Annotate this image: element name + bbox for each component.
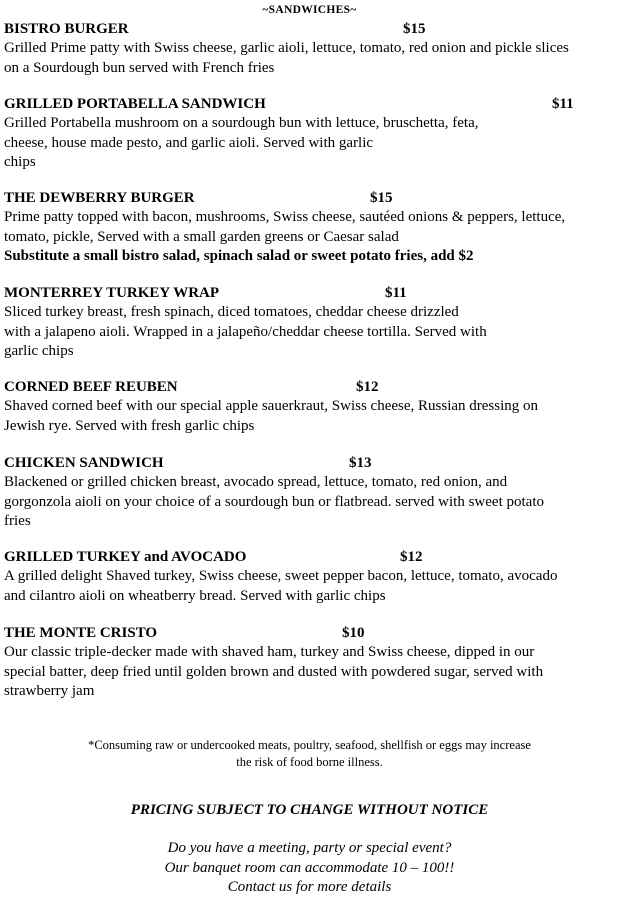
item-price: $15 [403, 21, 426, 37]
item-price: $15 [370, 190, 393, 206]
item-title-row [4, 19, 616, 39]
item-name: MONTERREY TURKEY WRAP [4, 285, 220, 301]
item-price: $11 [552, 96, 574, 112]
item-title-row [4, 377, 616, 397]
item-price: $12 [400, 549, 423, 565]
item-description-line: with a jalapeno aioli. Wrapped in a jalapeño/cheddar cheese tortilla. Served with [4, 323, 487, 340]
item-description-line: special batter, deep fried until golden brown and dusted with powdered sugar, served with [4, 663, 544, 680]
menu-item-the-monte-cristo [4, 623, 616, 702]
item-name: CORNED BEEF REUBEN [4, 379, 178, 395]
banquet-event-note [0, 839, 619, 898]
item-price: $13 [349, 455, 372, 471]
item-description-line: Grilled Prime patty with Swiss cheese, garlic aioli, lettuce, tomato, red onion and pickle slices [4, 40, 569, 56]
item-price: $10 [342, 625, 365, 641]
item-substitution-note: Substitute a small bistro salad, spinach salad or sweet potato fries, add $2 [4, 248, 474, 264]
item-description-line: Blackened or grilled chicken breast, avocado spread, lettuce, tomato, red onion, and [4, 474, 508, 490]
item-description-line: Grilled Portabella mushroom on a sourdough bun with lettuce, bruschetta, feta, [4, 115, 479, 131]
item-name: THE MONTE CRISTO [4, 625, 158, 641]
menu-item-monterrey-turkey-wrap [4, 283, 616, 362]
item-name: THE DEWBERRY BURGER [4, 190, 195, 206]
disclaimer-line: the risk of food borne illness. [236, 755, 383, 769]
menu-item-corned-beef-reuben [4, 377, 616, 436]
item-description-line: A grilled delight Shaved turkey, Swiss cheese, sweet pepper bacon, lettuce, tomato, avocado [4, 568, 558, 584]
disclaimer-line: *Consuming raw or undercooked meats, poultry, seafood, shellfish or eggs may increase [88, 738, 531, 752]
item-name: GRILLED PORTABELLA SANDWICH [4, 96, 266, 112]
item-description-line: fries [4, 513, 31, 529]
food-safety-disclaimer [0, 737, 619, 771]
item-description-line: Our classic triple-decker made with shaved ham, turkey and Swiss cheese, dipped in our [4, 644, 535, 660]
event-line: Do you have a meeting, party or special event? [167, 840, 452, 856]
item-name: GRILLED TURKEY and AVOCADO [4, 549, 247, 565]
item-title-row [4, 623, 616, 643]
item-name: BISTRO BURGER [4, 21, 129, 37]
item-description-line: Sliced turkey breast, fresh spinach, diced tomatoes, cheddar cheese drizzled [4, 304, 459, 320]
menu-item-grilled-turkey-and-avocado [4, 547, 616, 606]
item-description-line: strawberry jam [4, 683, 95, 699]
item-description-line: on a Sourdough bun served with French fries [4, 59, 275, 76]
item-price: $12 [356, 379, 379, 395]
item-title-row [4, 188, 616, 208]
item-title-row [4, 453, 616, 473]
item-description-line: Shaved corned beef with our special apple sauerkraut, Swiss cheese, Russian dressing on [4, 398, 539, 414]
item-title-row [4, 283, 616, 303]
item-description-line: chips [4, 154, 36, 170]
item-name: CHICKEN SANDWICH [4, 455, 164, 471]
item-price: $11 [385, 285, 407, 301]
item-description-line: Prime patty topped with bacon, mushrooms, Swiss cheese, sautéed onions & peppers, lettuce, [4, 209, 566, 225]
item-title-row [4, 547, 616, 567]
page-title: ~SANDWICHES~ [262, 4, 357, 16]
item-description-line: cheese, house made pesto, and garlic aioli. Served with garlic [4, 134, 374, 151]
event-line: Contact us for more details [227, 879, 392, 895]
menu-item-the-dewberry-burger [4, 188, 616, 267]
menu-item-chicken-sandwich [4, 453, 616, 532]
item-description-line: and cilantro aioli on wheatberry bread. Served with garlic chips [4, 587, 386, 604]
item-title-row [4, 94, 616, 114]
item-description-line: gorgonzola aioli on your choice of a sourdough bun or flatbread. served with sweet potato [4, 493, 544, 510]
menu-item-bistro-burger [4, 19, 616, 78]
menu-item-grilled-portabella-sandwich [4, 94, 616, 173]
item-description-line: tomato, pickle, Served with a small garden greens or Caesar salad [4, 228, 399, 245]
item-description-line: Jewish rye. Served with fresh garlic chips [4, 417, 255, 434]
item-description-line: garlic chips [4, 343, 74, 359]
event-line: Our banquet room can accommodate 10 – 100!! [164, 859, 455, 876]
pricing-notice: PRICING SUBJECT TO CHANGE WITHOUT NOTICE [130, 802, 489, 818]
